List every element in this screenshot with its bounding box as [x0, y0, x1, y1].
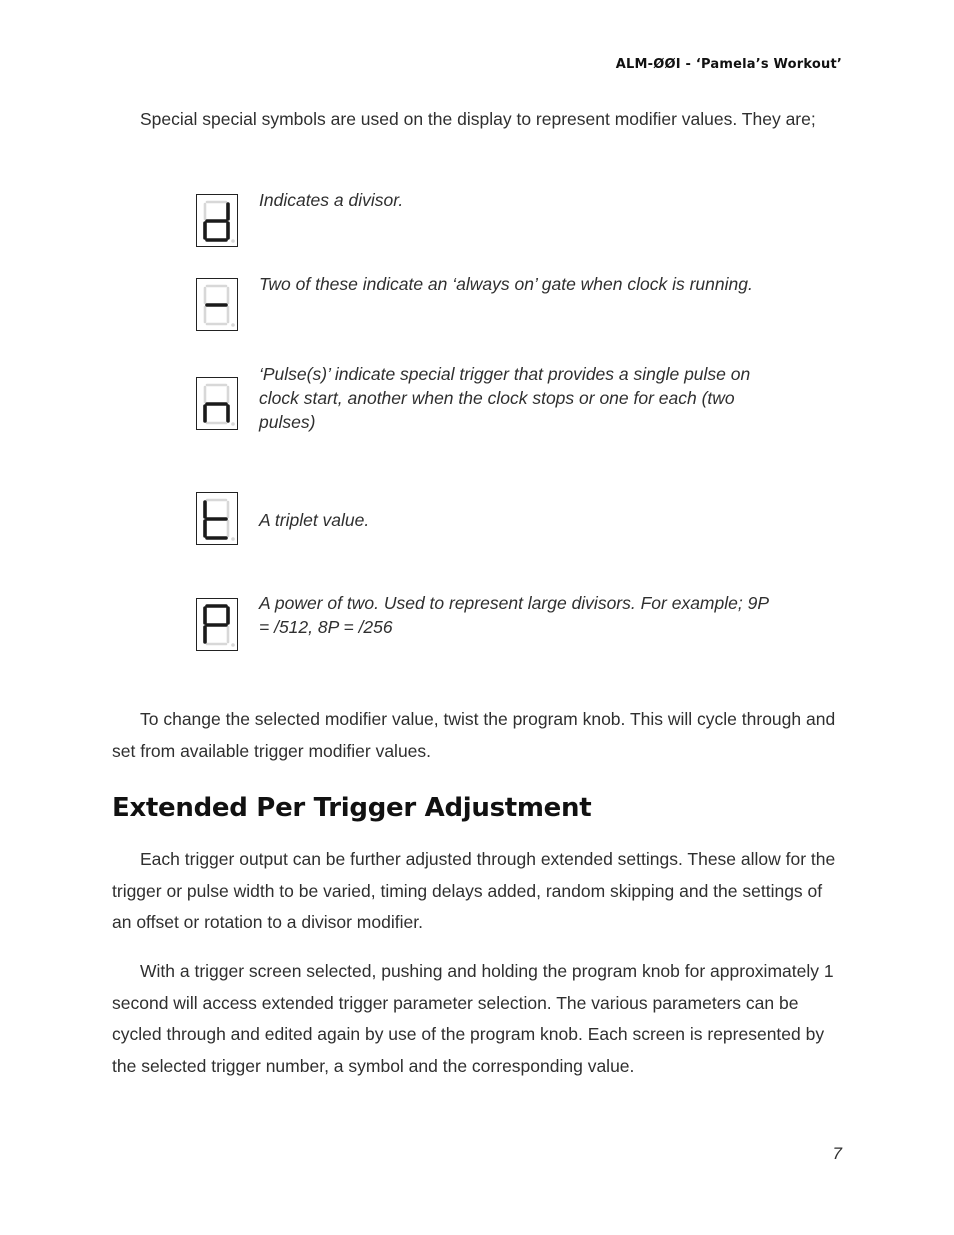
extended-paragraph-2	[112, 956, 842, 1082]
section-heading: Extended Per Trigger Adjustment	[112, 793, 592, 823]
decimal-point	[231, 323, 235, 327]
intro-paragraph	[112, 104, 842, 136]
extended-paragraph-1	[112, 844, 842, 939]
decimal-point	[231, 422, 235, 426]
pulse-symbol-icon	[196, 377, 238, 430]
power-of-two-symbol-icon	[196, 598, 238, 651]
decimal-point	[231, 537, 235, 541]
symbol-description: A triplet value.	[259, 510, 370, 530]
decimal-point	[231, 643, 235, 647]
triplet-symbol-icon	[196, 492, 238, 545]
symbol-description: A power of two. Used to represent large divisors. For example; 9P = /512, 8P = /256	[259, 593, 769, 637]
change-modifier-paragraph	[112, 704, 842, 767]
dash-symbol-icon	[196, 278, 238, 331]
extended-text-1: Each trigger output can be further adjusted through extended settings. These allow for the trigger or pulse width to be varied, timing delays added, random skipping and the settings of an offset or rotation to a divisor modifier.	[112, 849, 836, 932]
symbol-description: Two of these indicate an ‘always on’ gate when clock is running.	[259, 274, 753, 294]
divisor-symbol-icon	[196, 194, 238, 247]
symbol-description: ‘Pulse(s)’ indicate special trigger that provides a single pulse on clock start, another when the clock stops or one for each (two pulses)	[259, 364, 751, 432]
symbol-description: Indicates a divisor.	[259, 190, 404, 210]
decimal-point	[231, 239, 235, 243]
document-header: ALM-ØØI - ‘Pamela’s Workout’	[615, 57, 842, 72]
intro-text: Special special symbols are used on the display to represent modifier values. They are;	[140, 109, 816, 129]
change-modifier-text: To change the selected modifier value, twist the program knob. This will cycle through and set from available trigger modifier values.	[112, 709, 836, 761]
page-number: 7	[832, 1144, 842, 1163]
extended-text-2: With a trigger screen selected, pushing and holding the program knob for approximately 1 second will access extended trigger parameter selection. The various parameters can be cycled through and edited again by use of the program knob. Each screen is represented by the selected trigger number, a symbol and the corresponding value.	[112, 961, 834, 1076]
